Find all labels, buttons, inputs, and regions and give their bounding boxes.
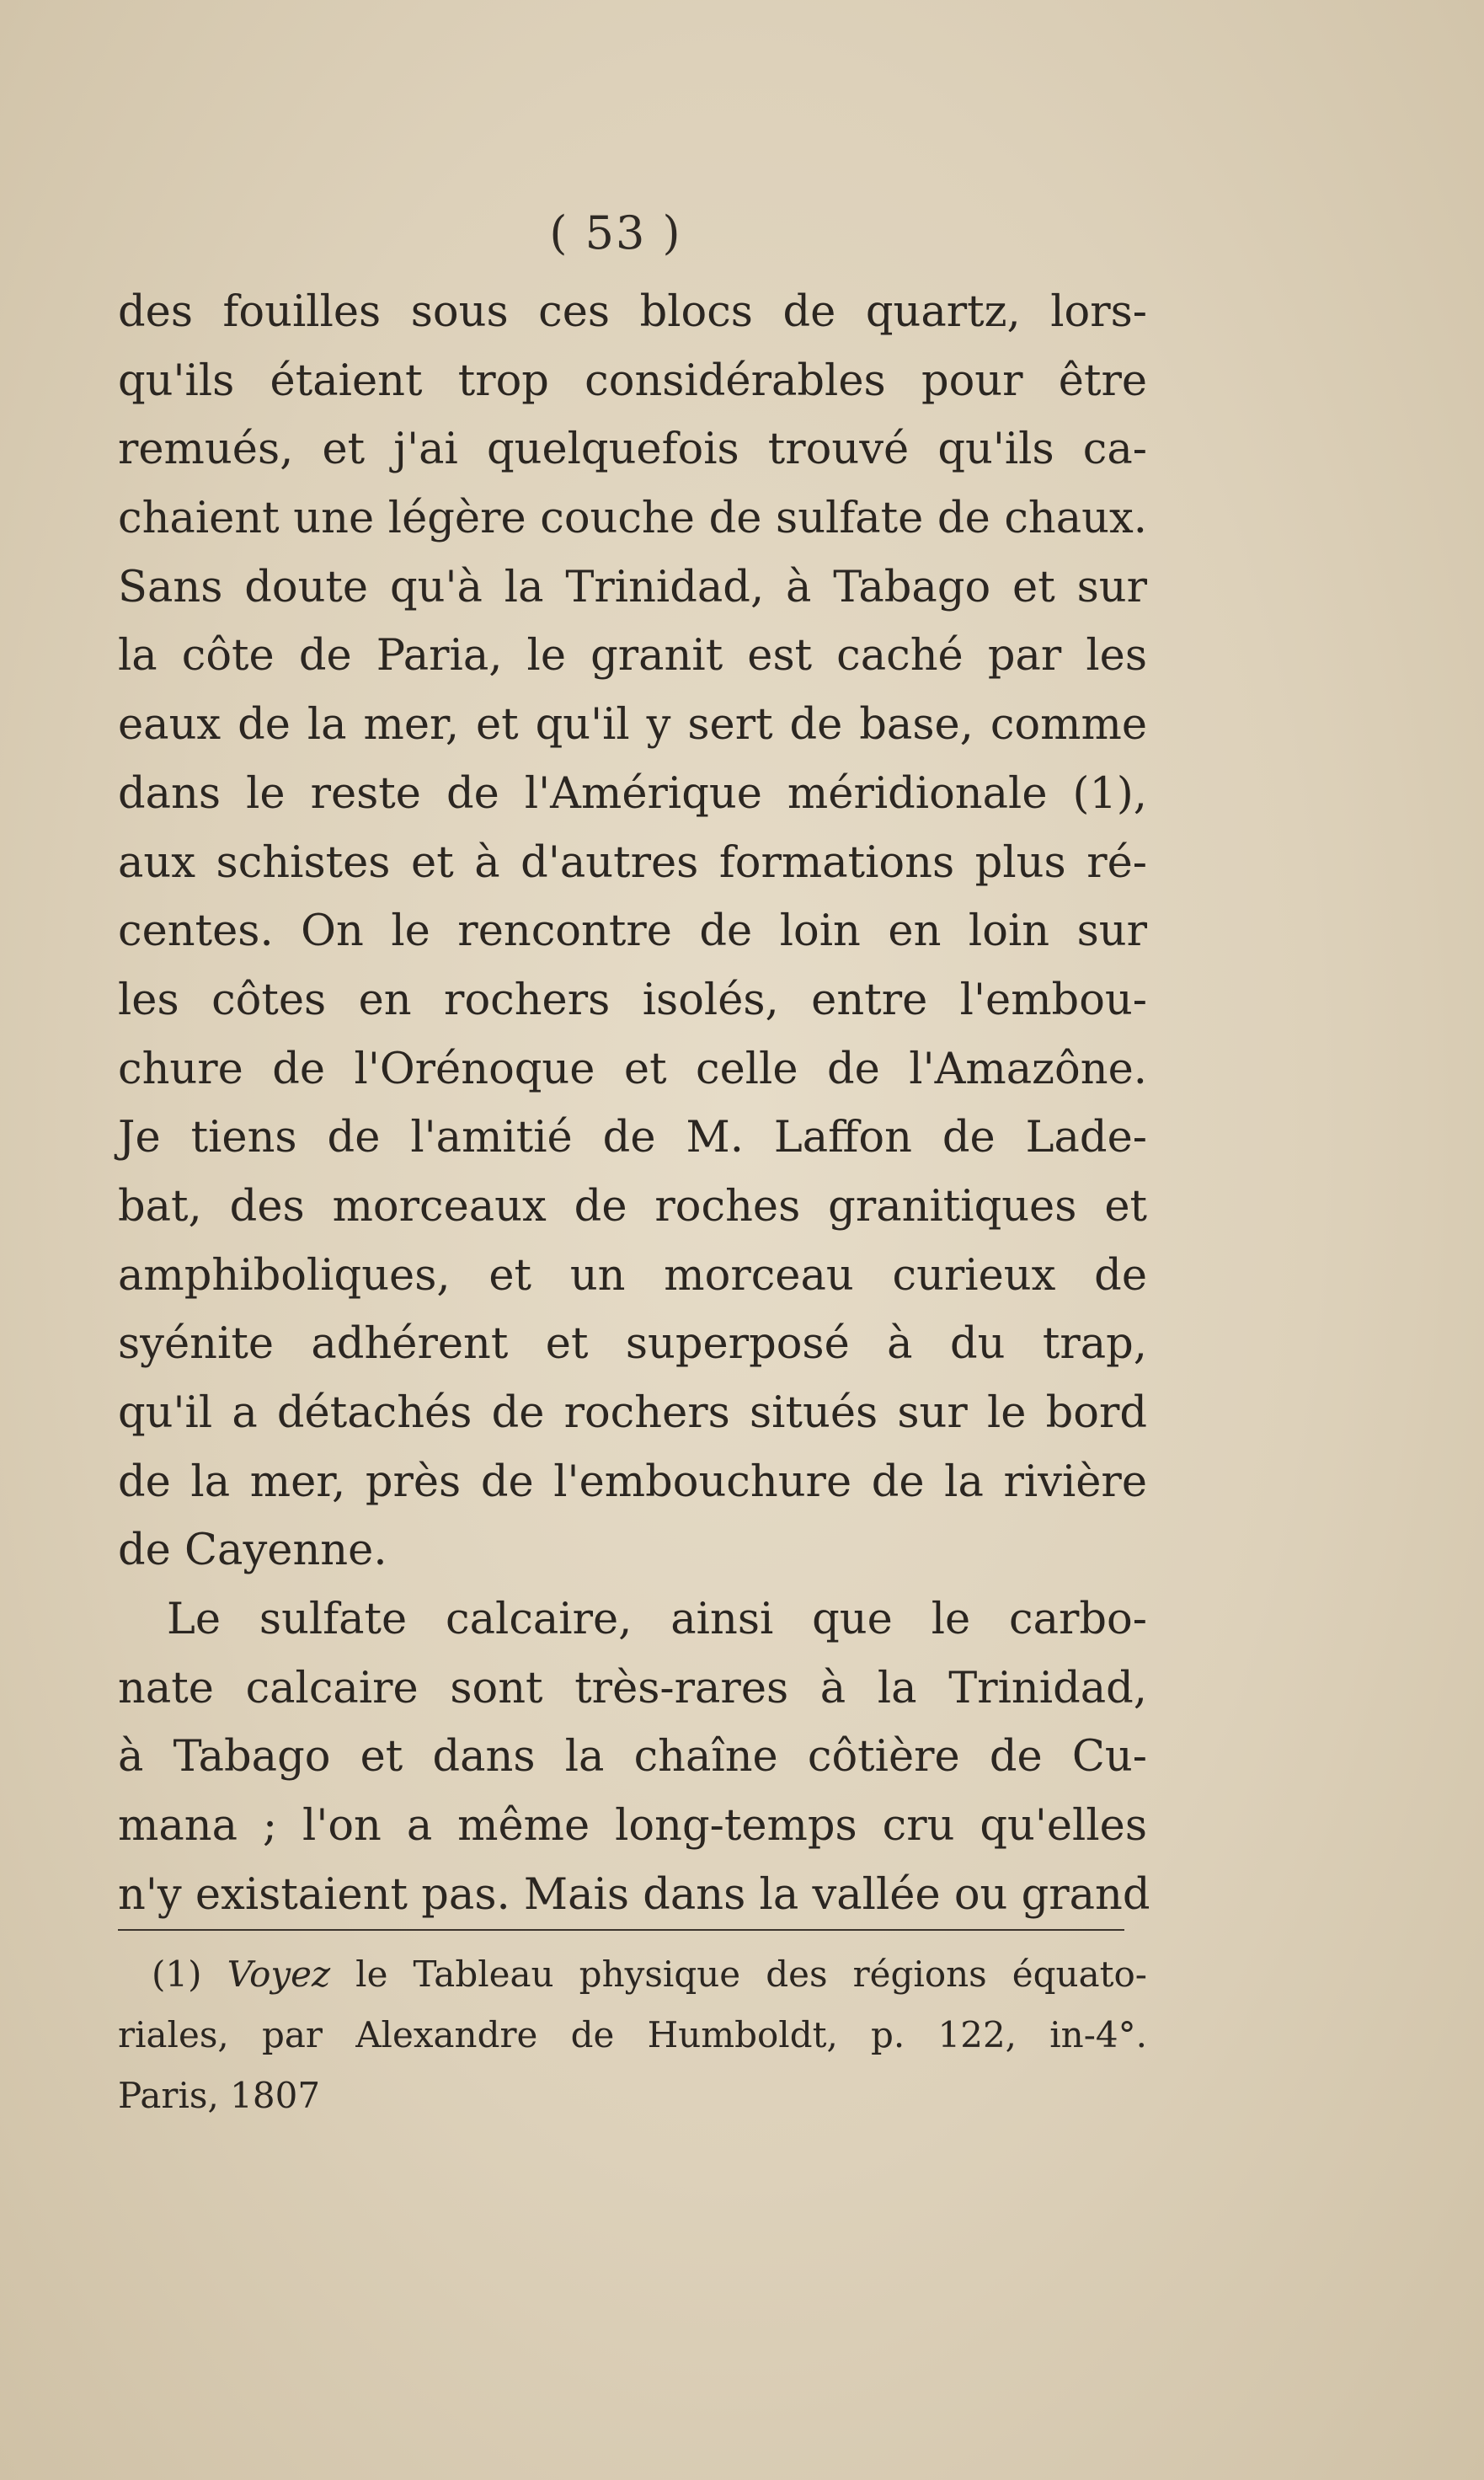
footnote-line bbox=[118, 1944, 1147, 2005]
text-line: eaux de la mer, et qu'il y sert de base, comme bbox=[118, 700, 1147, 751]
text-line: qu'il a détachés de rochers situés sur le bord bbox=[118, 1388, 1147, 1438]
text-line: aux schistes et à d'autres formations plus ré- bbox=[118, 837, 1147, 888]
text-line: amphiboliques, et un morceau curieux de bbox=[118, 1250, 1147, 1301]
text-line: syénite adhérent et superposé à du trap, bbox=[118, 1319, 1147, 1370]
text-line: centes. On le rencontre de loin en loin sur bbox=[118, 906, 1147, 957]
footnote-voyez: Voyez bbox=[227, 1954, 331, 1995]
text-line: Sans doute qu'à la Trinidad, à Tabago et sur bbox=[118, 562, 1147, 612]
text-line: dans le reste de l'Amérique méridionale (1), bbox=[118, 768, 1147, 819]
text-line: des fouilles sous ces blocs de quartz, lors- bbox=[118, 287, 1147, 337]
text-line: nate calcaire sont très-rares à la Trinidad, bbox=[118, 1663, 1147, 1713]
text-line: les côtes en rochers isolés, entre l'embou- bbox=[118, 975, 1147, 1025]
text-line: qu'ils étaient trop considérables pour être bbox=[118, 355, 1147, 406]
text-line: la côte de Paria, le granit est caché par les bbox=[118, 631, 1147, 681]
text-line: à Tabago et dans la chaîne côtière de Cu- bbox=[118, 1732, 1147, 1782]
page-number: ( 53 ) bbox=[549, 206, 682, 259]
footnote-line1-text: le Tableau physique des régions équato- bbox=[355, 1954, 1147, 1995]
footnote-line: Paris, 1807 bbox=[118, 2075, 321, 2116]
paragraph-start-line: Le sulfate calcaire, ainsi que le carbo- bbox=[167, 1595, 1147, 1645]
footnote bbox=[118, 1944, 1147, 2126]
text-line: mana ; l'on a même long-temps cru qu'elles bbox=[118, 1801, 1147, 1852]
text-line: chure de l'Orénoque et celle de l'Amazône. bbox=[118, 1044, 1147, 1094]
footnote-divider bbox=[118, 1929, 1124, 1931]
body-text bbox=[118, 278, 1150, 1930]
footnote-marker: (1) bbox=[152, 1954, 202, 1995]
footnote-line: riales, par Alexandre de Humboldt, p. 122, in-4°. bbox=[118, 2014, 1147, 2055]
text-line: chaient une légère couche de sulfate de chaux. bbox=[118, 494, 1147, 544]
text-line: de la mer, près de l'embouchure de la rivière bbox=[118, 1456, 1147, 1507]
text-line: remués, et j'ai quelquefois trouvé qu'ils ca- bbox=[118, 425, 1147, 475]
text-line: Je tiens de l'amitié de M. Laffon de Lade- bbox=[118, 1113, 1147, 1163]
text-line: n'y existaient pas. Mais dans la vallée ou grand bbox=[118, 1869, 1150, 1920]
text-line: bat, des morceaux de roches granitiques et bbox=[118, 1181, 1147, 1232]
text-line: de Cayenne. bbox=[118, 1526, 387, 1576]
